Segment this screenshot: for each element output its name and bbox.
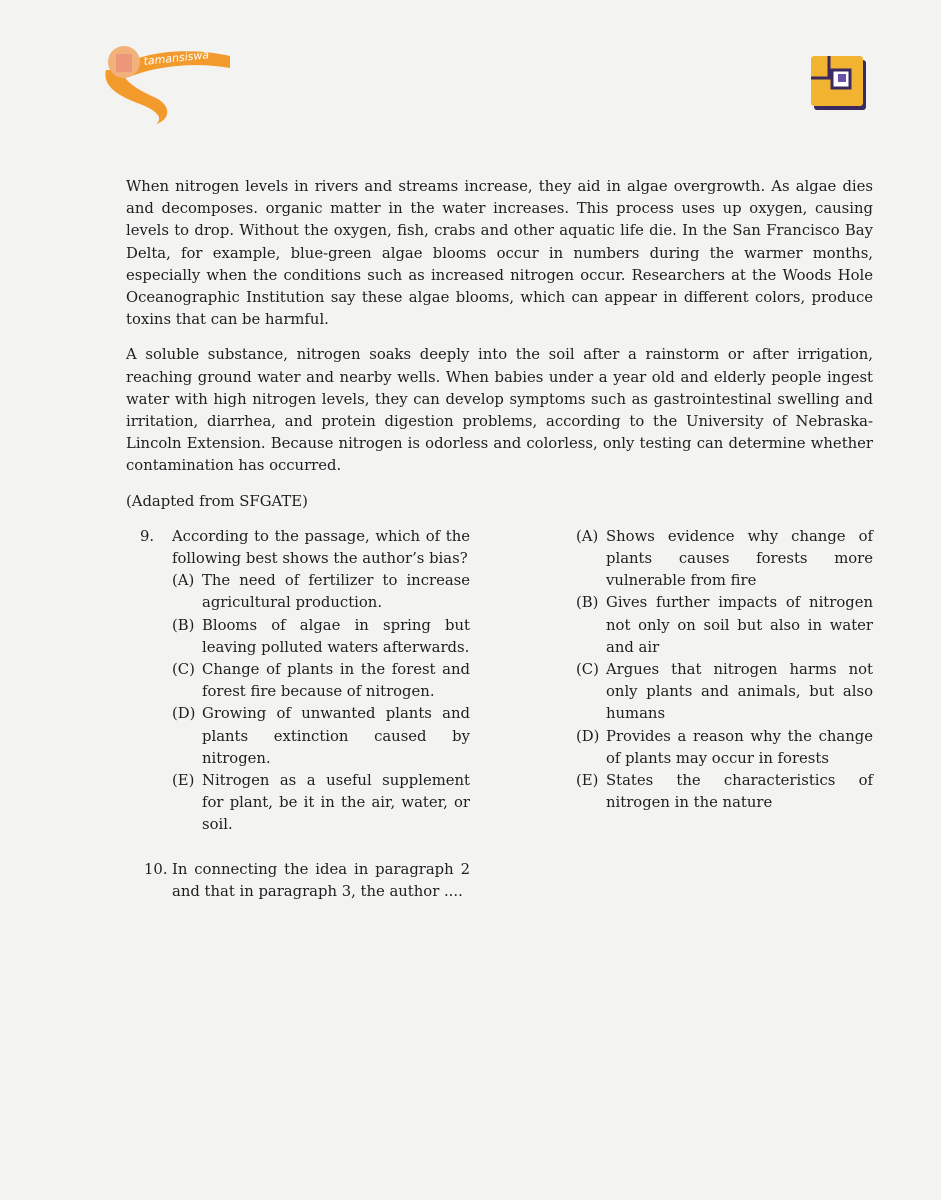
option-label: (B)	[172, 616, 195, 634]
questions-right-column	[576, 526, 873, 903]
answer-option[interactable]	[172, 703, 470, 770]
passage-content	[126, 176, 873, 903]
svg-text:tamansiswa: tamansiswa	[142, 48, 210, 68]
option-text: Argues that nitrogen harms not only plants and animals, but also humans	[606, 661, 873, 723]
option-text: Nitrogen as a useful supplement for plant, be it in the air, water, or soil.	[202, 772, 470, 834]
option-text: States the characteristics of nitrogen in the nature	[606, 772, 873, 812]
answer-option[interactable]	[576, 526, 873, 593]
tamansiswa-logo	[98, 40, 238, 124]
question-text: According to the passage, which of the following best shows the author’s bias?	[172, 527, 470, 568]
option-text: The need of fertilizer to increase agricultural production.	[202, 572, 470, 612]
answer-option[interactable]	[172, 770, 470, 837]
option-label: (D)	[576, 727, 600, 745]
answer-option[interactable]	[576, 592, 873, 659]
option-label: (E)	[576, 772, 599, 790]
option-text: Shows evidence why change of plants causes forests more vulnerable from fire	[606, 527, 873, 590]
answer-option[interactable]	[576, 726, 873, 770]
answer-option[interactable]	[576, 770, 873, 814]
option-text: Blooms of algae in spring but leaving polluted waters afterwards.	[202, 616, 470, 656]
question-body	[172, 526, 470, 837]
option-text: Change of plants in the forest and forest fire because of nitrogen.	[202, 661, 470, 701]
option-label: (A)	[172, 572, 195, 590]
question-10	[126, 859, 470, 903]
option-text: Gives further impacts of nitrogen not only on soil but also in water and air	[606, 594, 873, 656]
option-label: (B)	[576, 594, 599, 612]
answer-option[interactable]	[172, 659, 470, 703]
question-9	[126, 526, 470, 837]
option-label: (C)	[172, 661, 195, 679]
answer-option[interactable]	[576, 659, 873, 726]
publisher-logo	[808, 52, 870, 114]
passage-paragraph-1: When nitrogen levels in rivers and streams increase, they aid in algae overgrowth. As algae dies and decomposes. organic matter in the water increases. This process uses up oxygen, causing levels to drop. Without the oxygen, fish, crabs and other aquatic life die. In the San Francisco Bay Delta, for example, blue-green algae blooms occur in numbers during the warmer months, especially when the conditions such as increased nitrogen occur. Researchers at the Woods Hole Oceanographic Institution say these algae blooms, which can appear in different colors, produce toxins that can be harmful.	[126, 178, 873, 329]
passage-paragraph-2: A soluble substance, nitrogen soaks deeply into the soil after a rainstorm or after irrigation, reaching ground water and nearby wells. When babies under a year old and elderly people ingest water with high nitrogen levels, they can develop symptoms such as gastrointestinal swelling and irritation, diarrhea, and protein digestion problems, according to the University of Nebraska- Lincoln Extension. Because nitrogen is odorless and colorless, only testing can determine whether contamination has occurred.	[126, 346, 873, 475]
answer-option[interactable]	[172, 570, 470, 614]
answer-option[interactable]	[172, 615, 470, 659]
option-label: (A)	[576, 527, 599, 545]
question-body	[172, 859, 470, 903]
passage-source: (Adapted from SFGATE)	[126, 492, 308, 510]
question-number: 9.	[140, 527, 155, 545]
option-label: (D)	[172, 705, 196, 723]
option-label: (C)	[576, 661, 599, 679]
option-text: Growing of unwanted plants and plants extinction caused by nitrogen.	[202, 705, 470, 767]
questions-columns	[126, 526, 873, 903]
question-text: In connecting the idea in paragraph 2 and that in paragraph 3, the author ....	[172, 860, 470, 900]
questions-left-column	[126, 526, 470, 903]
option-text: Provides a reason why the change of plants may occur in forests	[606, 727, 873, 767]
option-label: (E)	[172, 772, 195, 790]
question-number: 10.	[144, 860, 168, 878]
